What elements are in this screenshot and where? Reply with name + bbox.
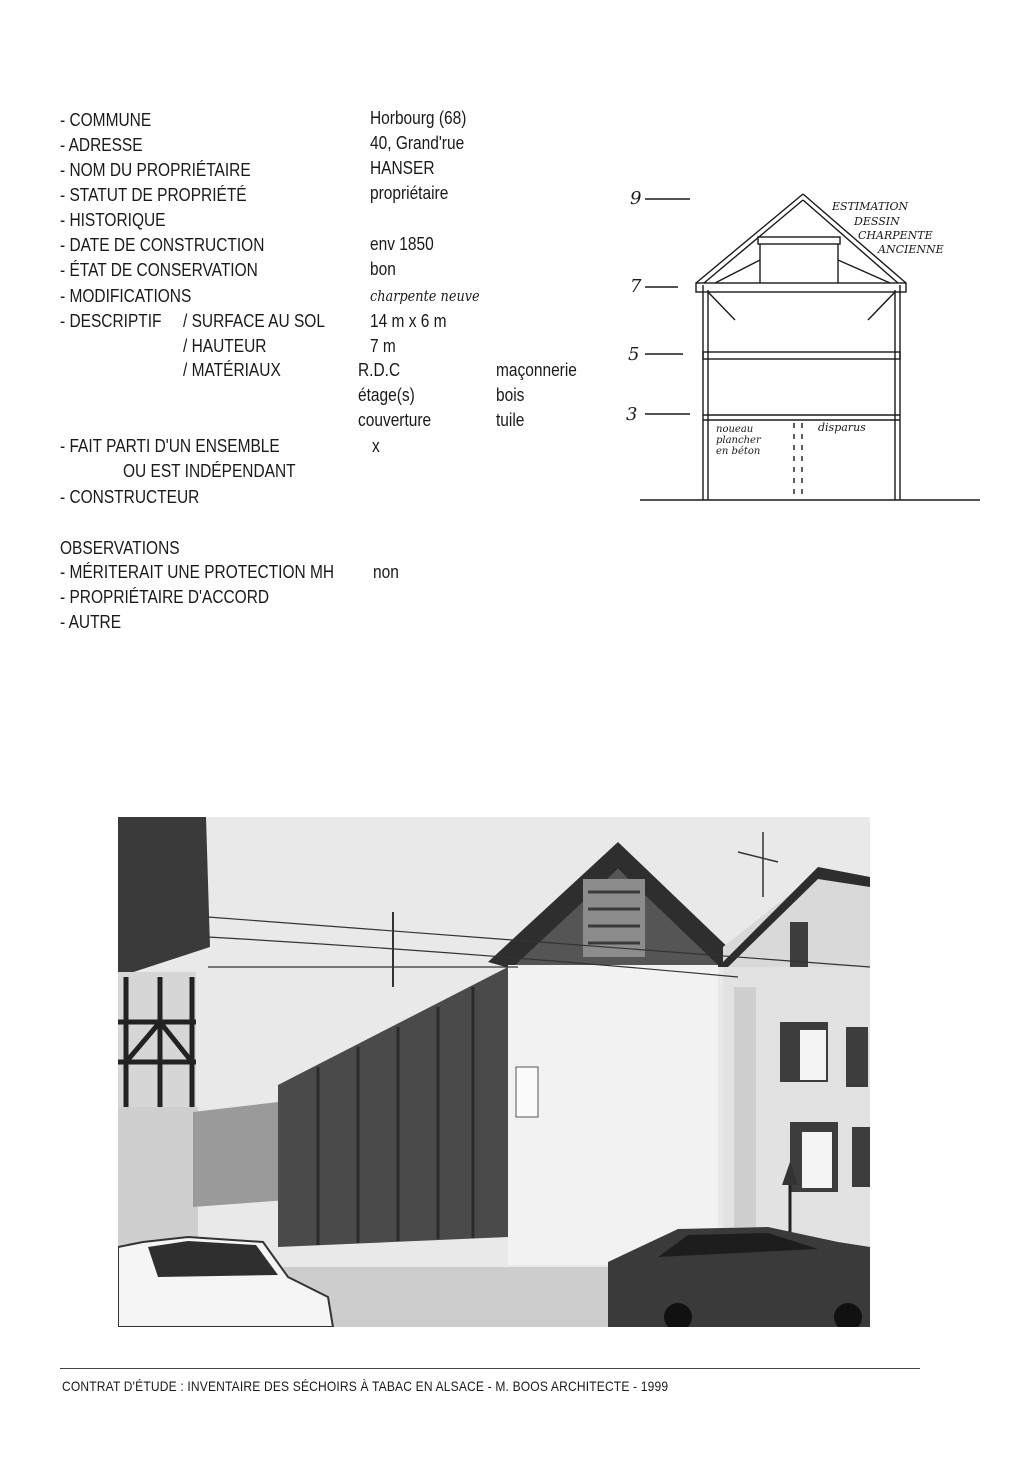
proprietaire-value: HANSER — [370, 158, 435, 178]
modifications-value: charpente neuve — [370, 287, 480, 305]
roof-note: ESTIMATION — [832, 200, 909, 213]
section-diagram — [600, 180, 980, 510]
observations-title: OBSERVATIONS — [60, 538, 180, 558]
walls-note: disparus — [818, 421, 866, 434]
hauteur-value: 7 m — [370, 336, 396, 356]
ensemble-label-2: OU EST INDÉPENDANT — [123, 461, 296, 481]
materiaux-material: tuile — [496, 410, 525, 430]
adresse-label: - ADRESSE — [60, 135, 143, 155]
protection-value: non — [373, 562, 399, 582]
etat-label: - ÉTAT DE CONSERVATION — [60, 260, 258, 280]
timbered-house — [118, 972, 196, 1112]
roof-note: CHARPENTE — [858, 229, 933, 242]
surface-label: / SURFACE AU SOL — [183, 311, 325, 331]
modifications-label: - MODIFICATIONS — [60, 286, 192, 306]
historique-label: - HISTORIQUE — [60, 210, 166, 230]
constructeur-label: - CONSTRUCTEUR — [60, 487, 200, 507]
ensemble-value: x — [372, 436, 380, 456]
proprietaire-label: - NOM DU PROPRIÉTAIRE — [60, 160, 251, 180]
materiaux-part: R.D.C — [358, 360, 401, 380]
date-value: env 1850 — [370, 234, 434, 254]
materiaux-material: maçonnerie — [496, 360, 577, 380]
commune-value: Horbourg (68) — [370, 108, 467, 128]
roof-note: DESSIN — [854, 215, 900, 228]
roof-note: ANCIENNE — [878, 243, 944, 256]
building-photo — [118, 817, 870, 1327]
level-label: 9 — [630, 188, 642, 209]
white-gable-wall — [508, 965, 718, 1265]
date-label: - DATE DE CONSTRUCTION — [60, 235, 265, 255]
floor-note: plancher — [716, 435, 761, 446]
autre-label: - AUTRE — [60, 612, 122, 632]
materiaux-material: bois — [496, 385, 525, 405]
etat-value: bon — [370, 259, 396, 279]
ensemble-label: - FAIT PARTI D'UN ENSEMBLE — [60, 436, 280, 456]
level-label: 5 — [628, 344, 640, 365]
statut-value: propriétaire — [370, 183, 449, 203]
protection-label: - MÉRITERAIT UNE PROTECTION MH — [60, 562, 335, 582]
floor-note: en béton — [716, 446, 761, 457]
adresse-value: 40, Grand'rue — [370, 133, 465, 153]
accord-label: - PROPRIÉTAIRE D'ACCORD — [60, 587, 270, 607]
statut-label: - STATUT DE PROPRIÉTÉ — [60, 185, 247, 205]
materiaux-label: / MATÉRIAUX — [183, 360, 281, 380]
materiaux-part: étage(s) — [358, 385, 415, 405]
footer-text: CONTRAT D'ÉTUDE : INVENTAIRE DES SÉCHOIRS À TABAC EN ALSACE - M. BOOS ARCHITECTE - 1999 — [62, 1378, 669, 1394]
surface-value: 14 m x 6 m — [370, 311, 447, 331]
level-label: 7 — [630, 276, 642, 297]
descriptif-label: - DESCRIPTIF — [60, 311, 162, 331]
footer-rule — [60, 1368, 920, 1369]
level-label: 3 — [626, 404, 638, 425]
hauteur-label: / HAUTEUR — [183, 336, 267, 356]
floor-note: noueau — [716, 424, 754, 435]
materiaux-part: couverture — [358, 410, 432, 430]
commune-label: - COMMUNE — [60, 110, 152, 130]
